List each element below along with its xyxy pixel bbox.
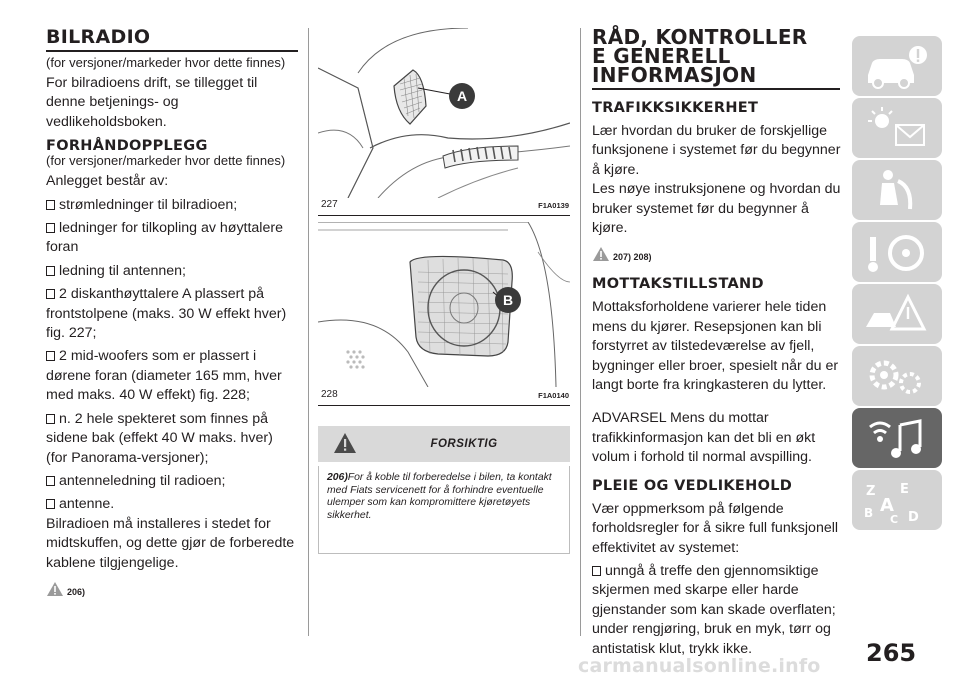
right-column: [592, 25, 842, 659]
list-item: 2 diskanthøyttalere A plassert på frontstolpene (maks. 30 W effekt hver) fig. 227;: [46, 286, 287, 342]
svg-text:C: C: [890, 513, 899, 525]
warning-triangle-icon: [592, 246, 610, 262]
bullet-box: [46, 499, 55, 509]
tab-index[interactable]: [852, 470, 942, 530]
section-title-line-3: INFORMASJON: [592, 63, 757, 87]
availability-note: (for versjoner/markeder hvor dette finnes): [46, 55, 286, 70]
section-title-bilradio: BILRADIO: [46, 26, 151, 48]
list-item: strømledninger til bilradioen;: [46, 196, 298, 215]
multimedia-icon: [860, 413, 932, 463]
bullet-box: [46, 414, 55, 424]
caution-ref: 206): [327, 472, 348, 483]
subsection-title-traffic-safety: TRAFIKKSIKKERHET: [592, 100, 759, 116]
tab-warning-lights[interactable]: [852, 98, 942, 158]
figure-separator: [318, 215, 570, 216]
figure-number: 227: [321, 199, 338, 210]
figure-number: 228: [321, 389, 338, 400]
bullet-box: [46, 351, 55, 361]
caution-title: FORSIKTIG: [430, 438, 498, 450]
index-icon: [860, 475, 932, 525]
reception-paragraph: Mottaksforholdene varierer hele tiden mens du kjører. Resepsjonen kan bli forstyrret av tilstedeværelse av fjell, bygninger eller broer, spesielt når du er langt borte fra kringkasteren du lytter.: [592, 299, 839, 394]
maintenance-icon: [860, 351, 932, 401]
svg-text:Z: Z: [866, 484, 876, 499]
traffic-paragraph-2: Les nøye instruksjonene og hvordan du bruker systemet før du begynner å kjøre.: [592, 181, 841, 237]
system-components-intro: Anlegget består av:: [46, 173, 169, 190]
warning-reference: 207) 208): [592, 246, 842, 262]
tab-multimedia[interactable]: [852, 408, 942, 468]
callout-label-a: A: [456, 88, 468, 104]
tab-maintenance[interactable]: [852, 346, 942, 406]
figure-separator: [318, 405, 570, 406]
subsection-title-care: PLEIE OG VEDLIKEHOLD: [592, 477, 793, 494]
list-item: antenne.: [46, 495, 298, 514]
warning-triangle-icon: [46, 581, 64, 597]
page-number: 265: [866, 639, 917, 667]
traffic-paragraph-1: Lær hvordan du bruker de forskjellige funksjonene i systemet før du begynner å kjøre.: [592, 123, 841, 178]
svg-text:B: B: [864, 506, 874, 520]
figure-227-image: [318, 28, 570, 198]
column-divider-1: [308, 28, 309, 636]
list-item: unngå å treffe den gjennomsiktige skjermen med skarpe eller harde gjenstander som kan skade overflaten; under rengjøring, bruk en myk, tørr og antistatisk klut, trykk ikke.: [592, 562, 836, 657]
list-item: ledninger for tilkopling av høyttalere foran: [46, 220, 283, 256]
tab-safety[interactable]: [852, 160, 942, 220]
subsection-title-preparation: FORHÅNDOPPLEGG: [46, 138, 208, 155]
bullet-box: [46, 289, 55, 299]
section-title-line-1: RÅD, KONTROLLER: [592, 25, 808, 49]
list-item: n. 2 hele spekteret som finnes på sidene bak (effekt 40 W maks. hver) (for Panorama-versjoner);: [46, 410, 273, 466]
list-item: ledning til antennen;: [46, 262, 298, 281]
figure-227-caption: [321, 199, 569, 210]
caution-box: [318, 426, 570, 550]
chapter-tabs: [852, 36, 942, 532]
column-divider-2: [580, 28, 581, 636]
section-title-line-2: E GENERELL: [592, 44, 731, 68]
svg-text:E: E: [900, 482, 909, 497]
warning-reference: 206): [46, 581, 298, 597]
caution-header: [318, 426, 570, 462]
callout-label-b: B: [502, 292, 514, 308]
starting-driving-icon: [860, 227, 932, 277]
figure-code: F1A0139: [538, 201, 569, 210]
svg-text:D: D: [908, 510, 919, 525]
figure-228-image: [318, 222, 570, 387]
safety-icon: [860, 165, 932, 215]
bullet-box: [46, 476, 55, 486]
subsection-title-reception: MOTTAKSTILLSTAND: [592, 276, 764, 293]
tab-starting-driving[interactable]: [852, 222, 942, 282]
caution-text: 206)For å koble til forberedelse i bilen, ta kontakt med Fiats servicenett for å forhindre eventuelle ulemper som kan kompromittere kjøretøyets sikkerhet.: [318, 466, 570, 554]
figure-code: F1A0140: [538, 391, 569, 400]
watermark: carmanualsonline.info: [578, 655, 821, 677]
availability-note-2: (for versjoner/markeder hvor dette finnes): [46, 153, 286, 169]
bullet-box: [46, 223, 55, 233]
bullet-box: [46, 266, 55, 276]
tab-emergency[interactable]: [852, 284, 942, 344]
installation-paragraph: Bilradioen må installeres i stedet for midtskuffen, og dette gjør de forberedte kablene tilgjengelige.: [46, 515, 295, 571]
emergency-icon: [860, 289, 932, 339]
warning-lights-icon: [860, 103, 932, 153]
list-item: 2 mid-woofers som er plassert i dørene foran (diameter 165 mm, hver med maks. 40 W effekt) fig. 228;: [46, 348, 282, 404]
tab-car-info[interactable]: [852, 36, 942, 96]
car-info-icon: [860, 41, 932, 91]
list-item: antenneledning til radioen;: [46, 472, 298, 491]
figure-228-caption: [321, 389, 569, 400]
svg-text:A: A: [880, 495, 894, 516]
reception-warning-paragraph: ADVARSEL Mens du mottar trafikkinformasjon kan det bli en økt volum i forhold til normal avspilling.: [592, 410, 816, 466]
care-paragraph: Vær oppmerksom på følgende forholdsregler for å sikre full funksjonell effektivitet av systemet:: [592, 500, 839, 556]
intro-paragraph: For bilradioens drift, se tillegget til denne betjenings- og vedlikeholdsboken.: [46, 75, 258, 130]
left-column: [46, 28, 298, 597]
title-underline: [592, 88, 840, 90]
bullet-box: [46, 200, 55, 210]
bullet-box: [592, 566, 601, 576]
title-underline: [46, 50, 298, 52]
